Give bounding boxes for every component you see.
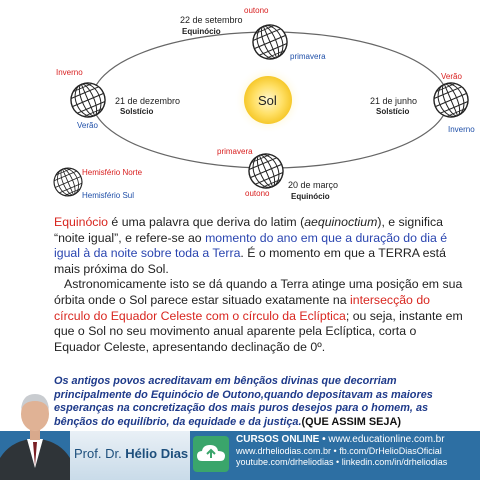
cloud-icon: [193, 436, 229, 472]
quote-text: Os antigos povos acreditavam em bênçãos divinas que decorriam principalmente do Equinócio de Outono,quando depositavam as maiores esperanças na concretização dos mais puros desejos para o homem, as bênçãos do equilíbrio, da equidade e da justiça.: [54, 375, 433, 428]
courses-site-link[interactable]: www.educationline.com.br: [328, 434, 445, 445]
site-social-line[interactable]: www.drheliodias.com.br • fb.com/DrHelioDiasOficial: [236, 446, 442, 456]
bottom-season-bottom: outono: [245, 189, 270, 198]
article: [54, 215, 464, 355]
bottom-season-top: primavera: [217, 147, 253, 156]
quote: [54, 375, 472, 429]
top-season-bottom: primavera: [290, 52, 326, 61]
right-date: 21 de junho: [370, 96, 418, 106]
left-season-top: Inverno: [56, 68, 83, 77]
courses-line: [236, 434, 478, 445]
left-event: Solstício: [120, 107, 154, 116]
globe-icon: [66, 78, 111, 123]
right-season-bottom: Inverno: [448, 125, 475, 134]
bottom-event: Equinócio: [291, 192, 330, 201]
text-run: . É o momento em que a TERRA está mais próxima do Sol.: [54, 246, 446, 276]
globe-icon: [248, 20, 293, 65]
quote-tail: (QUE ASSIM SEJA): [301, 415, 401, 428]
term-equinocio: Equinócio: [54, 215, 109, 229]
latin-term: aequinoctium: [304, 215, 378, 229]
top-date: 22 de setembro: [180, 15, 243, 25]
legend-north: Hemisfério Norte: [82, 168, 143, 177]
prof-surname: Hélio Dias: [125, 446, 189, 461]
highlight-intersection: intersecção: [350, 292, 413, 307]
text-run: ; ou seja, instante em que o Sol no seu movimento anual aparente pela Eclíptica, corta o Equador Celeste, apresentando declinação de 0º.: [54, 308, 463, 354]
article-paragraph-2: [54, 277, 464, 355]
text-run: ), e significa “noite igual”, e refere-se ao: [54, 215, 443, 245]
top-season-top: outono: [244, 6, 269, 15]
text-run: Astronomicamente isto se dá quando a Terra atinge uma posição em sua órbita onde o Sol parece estar situado exatamente na: [54, 277, 463, 307]
bottom-date: 20 de março: [288, 180, 339, 190]
legend-globe-icon: [50, 164, 87, 201]
video-social-line[interactable]: youtube.com/drheliodias • linkedin.com/in/drheliodias: [236, 457, 448, 467]
prof-name: [74, 446, 188, 461]
separator: •: [319, 434, 329, 445]
sun-label: Sol: [258, 93, 277, 108]
right-season-top: Verão: [441, 72, 462, 81]
text-run: é uma palavra que deriva do latim (: [108, 215, 305, 229]
right-event: Solstício: [376, 107, 410, 116]
left-season-bottom: Verão: [77, 121, 98, 130]
contact-info: [236, 434, 478, 467]
legend-south: Hemisfério Sul: [82, 191, 135, 200]
courses-label: CURSOS ONLINE: [236, 434, 320, 445]
left-date: 21 de dezembro: [115, 96, 181, 106]
top-event: Equinócio: [182, 27, 221, 36]
article-paragraph-1: [54, 215, 464, 277]
prof-prefix: Prof. Dr.: [74, 446, 126, 461]
highlight-circles: do círculo do Equador Celeste com o círculo da Eclíptica: [54, 292, 431, 323]
globe-icon: [429, 78, 474, 123]
highlight-definition: momento do ano em que a duração do dia é igual à da noite sobre toda a Terra: [54, 230, 448, 261]
